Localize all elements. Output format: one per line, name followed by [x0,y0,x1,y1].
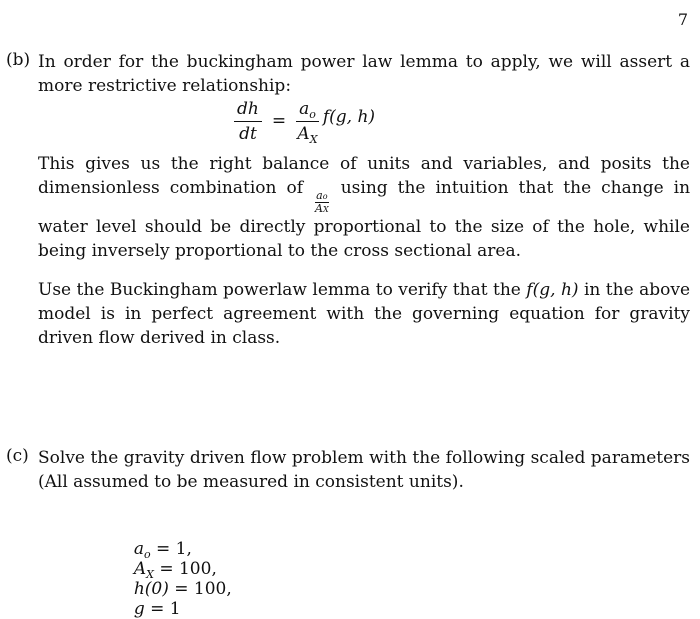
rhs-numerator: $a_o$ [296,99,319,122]
rhs-fraction [296,99,319,144]
part-b-intro: In order for the buckingham power law lemma to apply, we will assert a more restrictive relationship: [38,52,690,96]
param-h0: h(0) = 100, [133,579,232,599]
inline-fraction-ao-ax: $\frac{ao}{AX}$ [315,189,329,215]
scaled-parameters [123,519,258,619]
function-f-g-h: f(g, h) [322,107,376,127]
param-ax: $A_X = 100$, [133,559,217,581]
param-ao: $a_o = 1$, [133,539,192,561]
part-c-label: (c) [6,446,29,466]
task-function-f-g-h: f(g, h) [526,280,579,300]
rhs-denominator: $A_X$ [297,123,318,146]
param-g: g = 1 [133,599,181,619]
part-b-explanation: This gives us the right balance of units and variables, and posits the dimensionless combination of $\frac{ao}{AX}$ using the intuition that the change in water level should be directly proportional to the size of the hole, while being inversely proportional to the cross sectional area. [38,154,691,261]
part-c-text: Solve the gravity driven flow problem with the following scaled parameters (All assumed to be measured in consistent units). [38,448,690,492]
lhs-denominator: dt [239,123,257,144]
page-number: 7 [677,10,688,29]
part-b-task: Use the Buckingham powerlaw lemma to verify that the f(g, h) in the above model is in perfect agreement with the governing equation for gravity driven flow derived in class. [38,280,691,348]
lhs-numerator: dh [234,99,262,122]
lhs-fraction [234,99,262,144]
part-b-label: (b) [6,50,31,70]
equation-dh-dt [230,97,375,145]
equals-sign: = [271,111,287,131]
